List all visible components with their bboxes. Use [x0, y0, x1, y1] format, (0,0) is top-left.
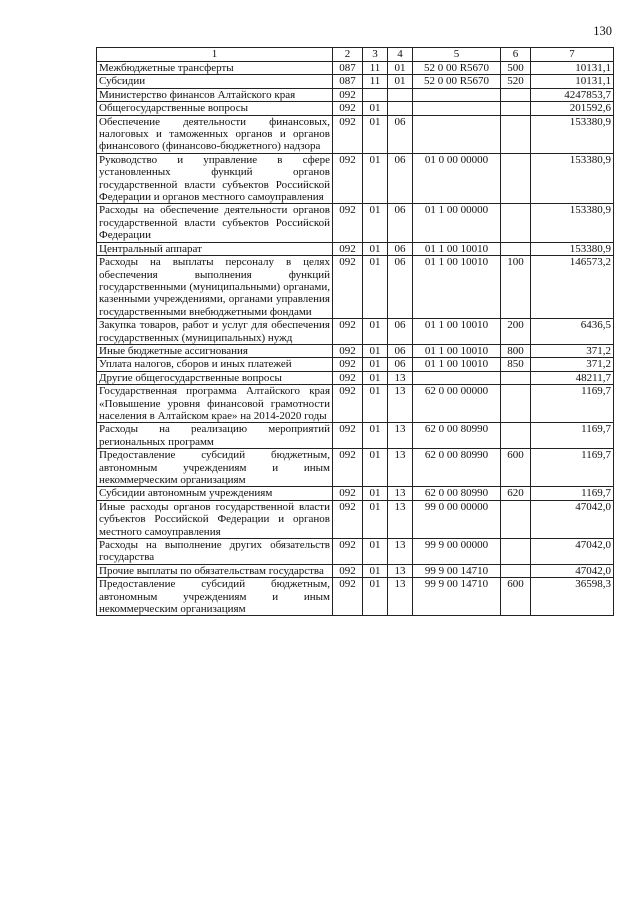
row-section [363, 88, 388, 101]
row-target-article: 62 0 00 80990 [413, 449, 501, 487]
column-header: 5 [413, 48, 501, 62]
row-ministry-code: 092 [333, 539, 363, 565]
row-subsection: 01 [388, 75, 413, 88]
row-target-article [413, 115, 501, 153]
row-section: 01 [363, 423, 388, 449]
row-expense-type: 850 [501, 358, 531, 371]
row-target-article: 01 1 00 10010 [413, 344, 501, 357]
row-expense-type [501, 88, 531, 101]
row-subsection: 13 [388, 371, 413, 384]
table-row [97, 449, 614, 487]
row-expense-type: 200 [501, 319, 531, 345]
row-section: 01 [363, 153, 388, 204]
row-section: 11 [363, 62, 388, 75]
row-target-article: 99 0 00 00000 [413, 500, 501, 538]
row-subsection: 13 [388, 385, 413, 423]
row-ministry-code: 087 [333, 75, 363, 88]
row-subsection: 13 [388, 539, 413, 565]
row-target-article: 01 1 00 10010 [413, 242, 501, 255]
page-number: 130 [593, 24, 612, 38]
row-description: Руководство и управление в сфере установленных функций органов государственной власти субъектов Российской Федерации и органов местного самоуправления [97, 153, 333, 204]
row-subsection: 13 [388, 564, 413, 577]
row-target-article: 62 0 00 00000 [413, 385, 501, 423]
row-expense-type: 600 [501, 578, 531, 616]
row-target-article: 01 0 00 00000 [413, 153, 501, 204]
header-row [97, 48, 614, 62]
row-ministry-code: 092 [333, 371, 363, 384]
row-target-article: 01 1 00 10010 [413, 256, 501, 319]
row-amount: 371,2 [531, 358, 614, 371]
row-description: Министерство финансов Алтайского края [97, 88, 333, 101]
row-expense-type: 100 [501, 256, 531, 319]
table-row [97, 242, 614, 255]
row-amount: 146573,2 [531, 256, 614, 319]
row-subsection: 06 [388, 256, 413, 319]
row-target-article: 99 9 00 14710 [413, 564, 501, 577]
row-subsection: 13 [388, 449, 413, 487]
row-section: 01 [363, 242, 388, 255]
column-header: 4 [388, 48, 413, 62]
row-amount: 153380,9 [531, 242, 614, 255]
row-ministry-code: 092 [333, 153, 363, 204]
row-ministry-code: 092 [333, 487, 363, 500]
row-amount: 153380,9 [531, 153, 614, 204]
row-description: Другие общегосударственные вопросы [97, 371, 333, 384]
row-amount: 47042,0 [531, 564, 614, 577]
row-amount: 48211,7 [531, 371, 614, 384]
row-subsection: 01 [388, 62, 413, 75]
row-expense-type [501, 500, 531, 538]
row-subsection: 06 [388, 242, 413, 255]
row-amount: 36598,3 [531, 578, 614, 616]
row-section: 01 [363, 371, 388, 384]
row-target-article: 99 9 00 14710 [413, 578, 501, 616]
row-ministry-code: 092 [333, 423, 363, 449]
table-row [97, 358, 614, 371]
row-description: Уплата налогов, сборов и иных платежей [97, 358, 333, 371]
row-amount: 47042,0 [531, 539, 614, 565]
row-ministry-code: 092 [333, 358, 363, 371]
row-target-article [413, 371, 501, 384]
row-description: Субсидии автономным учреждениям [97, 487, 333, 500]
row-ministry-code: 092 [333, 500, 363, 538]
row-subsection [388, 102, 413, 115]
table-row [97, 564, 614, 577]
table-row [97, 102, 614, 115]
row-ministry-code: 092 [333, 242, 363, 255]
row-amount: 4247853,7 [531, 88, 614, 101]
row-expense-type [501, 115, 531, 153]
column-header: 6 [501, 48, 531, 62]
row-amount: 47042,0 [531, 500, 614, 538]
row-section: 01 [363, 319, 388, 345]
row-ministry-code: 092 [333, 319, 363, 345]
row-expense-type [501, 242, 531, 255]
row-description: Расходы на обеспечение деятельности органов государственной власти субъектов Российской Федерации [97, 204, 333, 242]
row-description: Предоставление субсидий бюджетным, автономным учреждениям и иным некоммерческим организациям [97, 449, 333, 487]
table-row [97, 319, 614, 345]
row-section: 01 [363, 564, 388, 577]
row-description: Расходы на выплаты персоналу в целях обеспечения выполнения функций государственными (муниципальными) органами, казенными учреждениями, органами управления государственными внебюджетными фондами [97, 256, 333, 319]
table-row [97, 539, 614, 565]
table-row [97, 88, 614, 101]
table-body [97, 62, 614, 616]
row-section: 01 [363, 256, 388, 319]
row-section: 01 [363, 578, 388, 616]
row-ministry-code: 092 [333, 564, 363, 577]
row-description: Обеспечение деятельности финансовых, налоговых и таможенных органов и органов финансового (финансово-бюджетного) надзора [97, 115, 333, 153]
row-section: 01 [363, 449, 388, 487]
row-expense-type [501, 371, 531, 384]
row-ministry-code: 092 [333, 578, 363, 616]
row-description: Закупка товаров, работ и услуг для обеспечения государственных (муниципальных) нужд [97, 319, 333, 345]
row-expense-type: 500 [501, 62, 531, 75]
row-target-article: 01 1 00 10010 [413, 319, 501, 345]
column-header: 2 [333, 48, 363, 62]
table-row [97, 62, 614, 75]
row-target-article [413, 102, 501, 115]
row-expense-type [501, 204, 531, 242]
row-expense-type [501, 423, 531, 449]
row-amount: 1169,7 [531, 449, 614, 487]
row-expense-type [501, 385, 531, 423]
row-description: Расходы на реализацию мероприятий региональных программ [97, 423, 333, 449]
row-ministry-code: 092 [333, 204, 363, 242]
row-ministry-code: 092 [333, 115, 363, 153]
row-amount: 10131,1 [531, 62, 614, 75]
row-amount: 1169,7 [531, 385, 614, 423]
row-expense-type [501, 539, 531, 565]
table-row [97, 344, 614, 357]
row-target-article: 62 0 00 80990 [413, 423, 501, 449]
row-subsection: 06 [388, 344, 413, 357]
table-row [97, 256, 614, 319]
table-row [97, 153, 614, 204]
column-header: 1 [97, 48, 333, 62]
row-subsection: 06 [388, 204, 413, 242]
row-amount: 153380,9 [531, 115, 614, 153]
row-subsection: 13 [388, 423, 413, 449]
table-row [97, 115, 614, 153]
column-header: 7 [531, 48, 614, 62]
row-ministry-code: 092 [333, 102, 363, 115]
row-expense-type [501, 153, 531, 204]
row-section: 01 [363, 102, 388, 115]
row-expense-type: 520 [501, 75, 531, 88]
row-target-article: 62 0 00 80990 [413, 487, 501, 500]
row-subsection: 13 [388, 487, 413, 500]
row-amount: 1169,7 [531, 487, 614, 500]
table-row [97, 371, 614, 384]
row-description: Субсидии [97, 75, 333, 88]
row-description: Предоставление субсидий бюджетным, автономным учреждениям и иным некоммерческим организациям [97, 578, 333, 616]
row-section: 11 [363, 75, 388, 88]
table-row [97, 385, 614, 423]
row-ministry-code: 092 [333, 385, 363, 423]
row-section: 01 [363, 500, 388, 538]
row-subsection: 06 [388, 319, 413, 345]
row-description: Иные расходы органов государственной власти субъектов Российской Федерации и органов местного самоуправления [97, 500, 333, 538]
row-section: 01 [363, 344, 388, 357]
row-ministry-code: 092 [333, 88, 363, 101]
row-target-article: 01 1 00 10010 [413, 358, 501, 371]
row-description: Межбюджетные трансферты [97, 62, 333, 75]
row-subsection: 13 [388, 578, 413, 616]
row-amount: 153380,9 [531, 204, 614, 242]
row-ministry-code: 092 [333, 256, 363, 319]
row-description: Иные бюджетные ассигнования [97, 344, 333, 357]
row-target-article: 52 0 00 R5670 [413, 62, 501, 75]
row-subsection [388, 88, 413, 101]
budget-table [96, 47, 614, 616]
row-section: 01 [363, 204, 388, 242]
row-description: Прочие выплаты по обязательствам государства [97, 564, 333, 577]
row-ministry-code: 092 [333, 344, 363, 357]
row-subsection: 06 [388, 115, 413, 153]
row-section: 01 [363, 115, 388, 153]
table-row [97, 578, 614, 616]
table-row [97, 75, 614, 88]
row-description: Государственная программа Алтайского края «Повышение уровня финансовой грамотности населения в Алтайском крае» на 2014-2020 годы [97, 385, 333, 423]
row-subsection: 06 [388, 153, 413, 204]
row-section: 01 [363, 385, 388, 423]
row-description: Расходы на выполнение других обязательств государства [97, 539, 333, 565]
table-row [97, 204, 614, 242]
row-target-article [413, 88, 501, 101]
row-amount: 6436,5 [531, 319, 614, 345]
row-expense-type [501, 564, 531, 577]
row-target-article: 01 1 00 00000 [413, 204, 501, 242]
row-description: Центральный аппарат [97, 242, 333, 255]
row-subsection: 13 [388, 500, 413, 538]
row-ministry-code: 092 [333, 449, 363, 487]
row-amount: 1169,7 [531, 423, 614, 449]
row-amount: 10131,1 [531, 75, 614, 88]
table-row [97, 487, 614, 500]
row-ministry-code: 087 [333, 62, 363, 75]
table-row [97, 500, 614, 538]
row-description: Общегосударственные вопросы [97, 102, 333, 115]
row-expense-type: 620 [501, 487, 531, 500]
row-section: 01 [363, 358, 388, 371]
row-section: 01 [363, 487, 388, 500]
row-expense-type [501, 102, 531, 115]
row-expense-type: 800 [501, 344, 531, 357]
row-section: 01 [363, 539, 388, 565]
row-target-article: 52 0 00 R5670 [413, 75, 501, 88]
table-row [97, 423, 614, 449]
row-amount: 201592,6 [531, 102, 614, 115]
row-expense-type: 600 [501, 449, 531, 487]
row-amount: 371,2 [531, 344, 614, 357]
row-subsection: 06 [388, 358, 413, 371]
row-target-article: 99 9 00 00000 [413, 539, 501, 565]
column-header: 3 [363, 48, 388, 62]
